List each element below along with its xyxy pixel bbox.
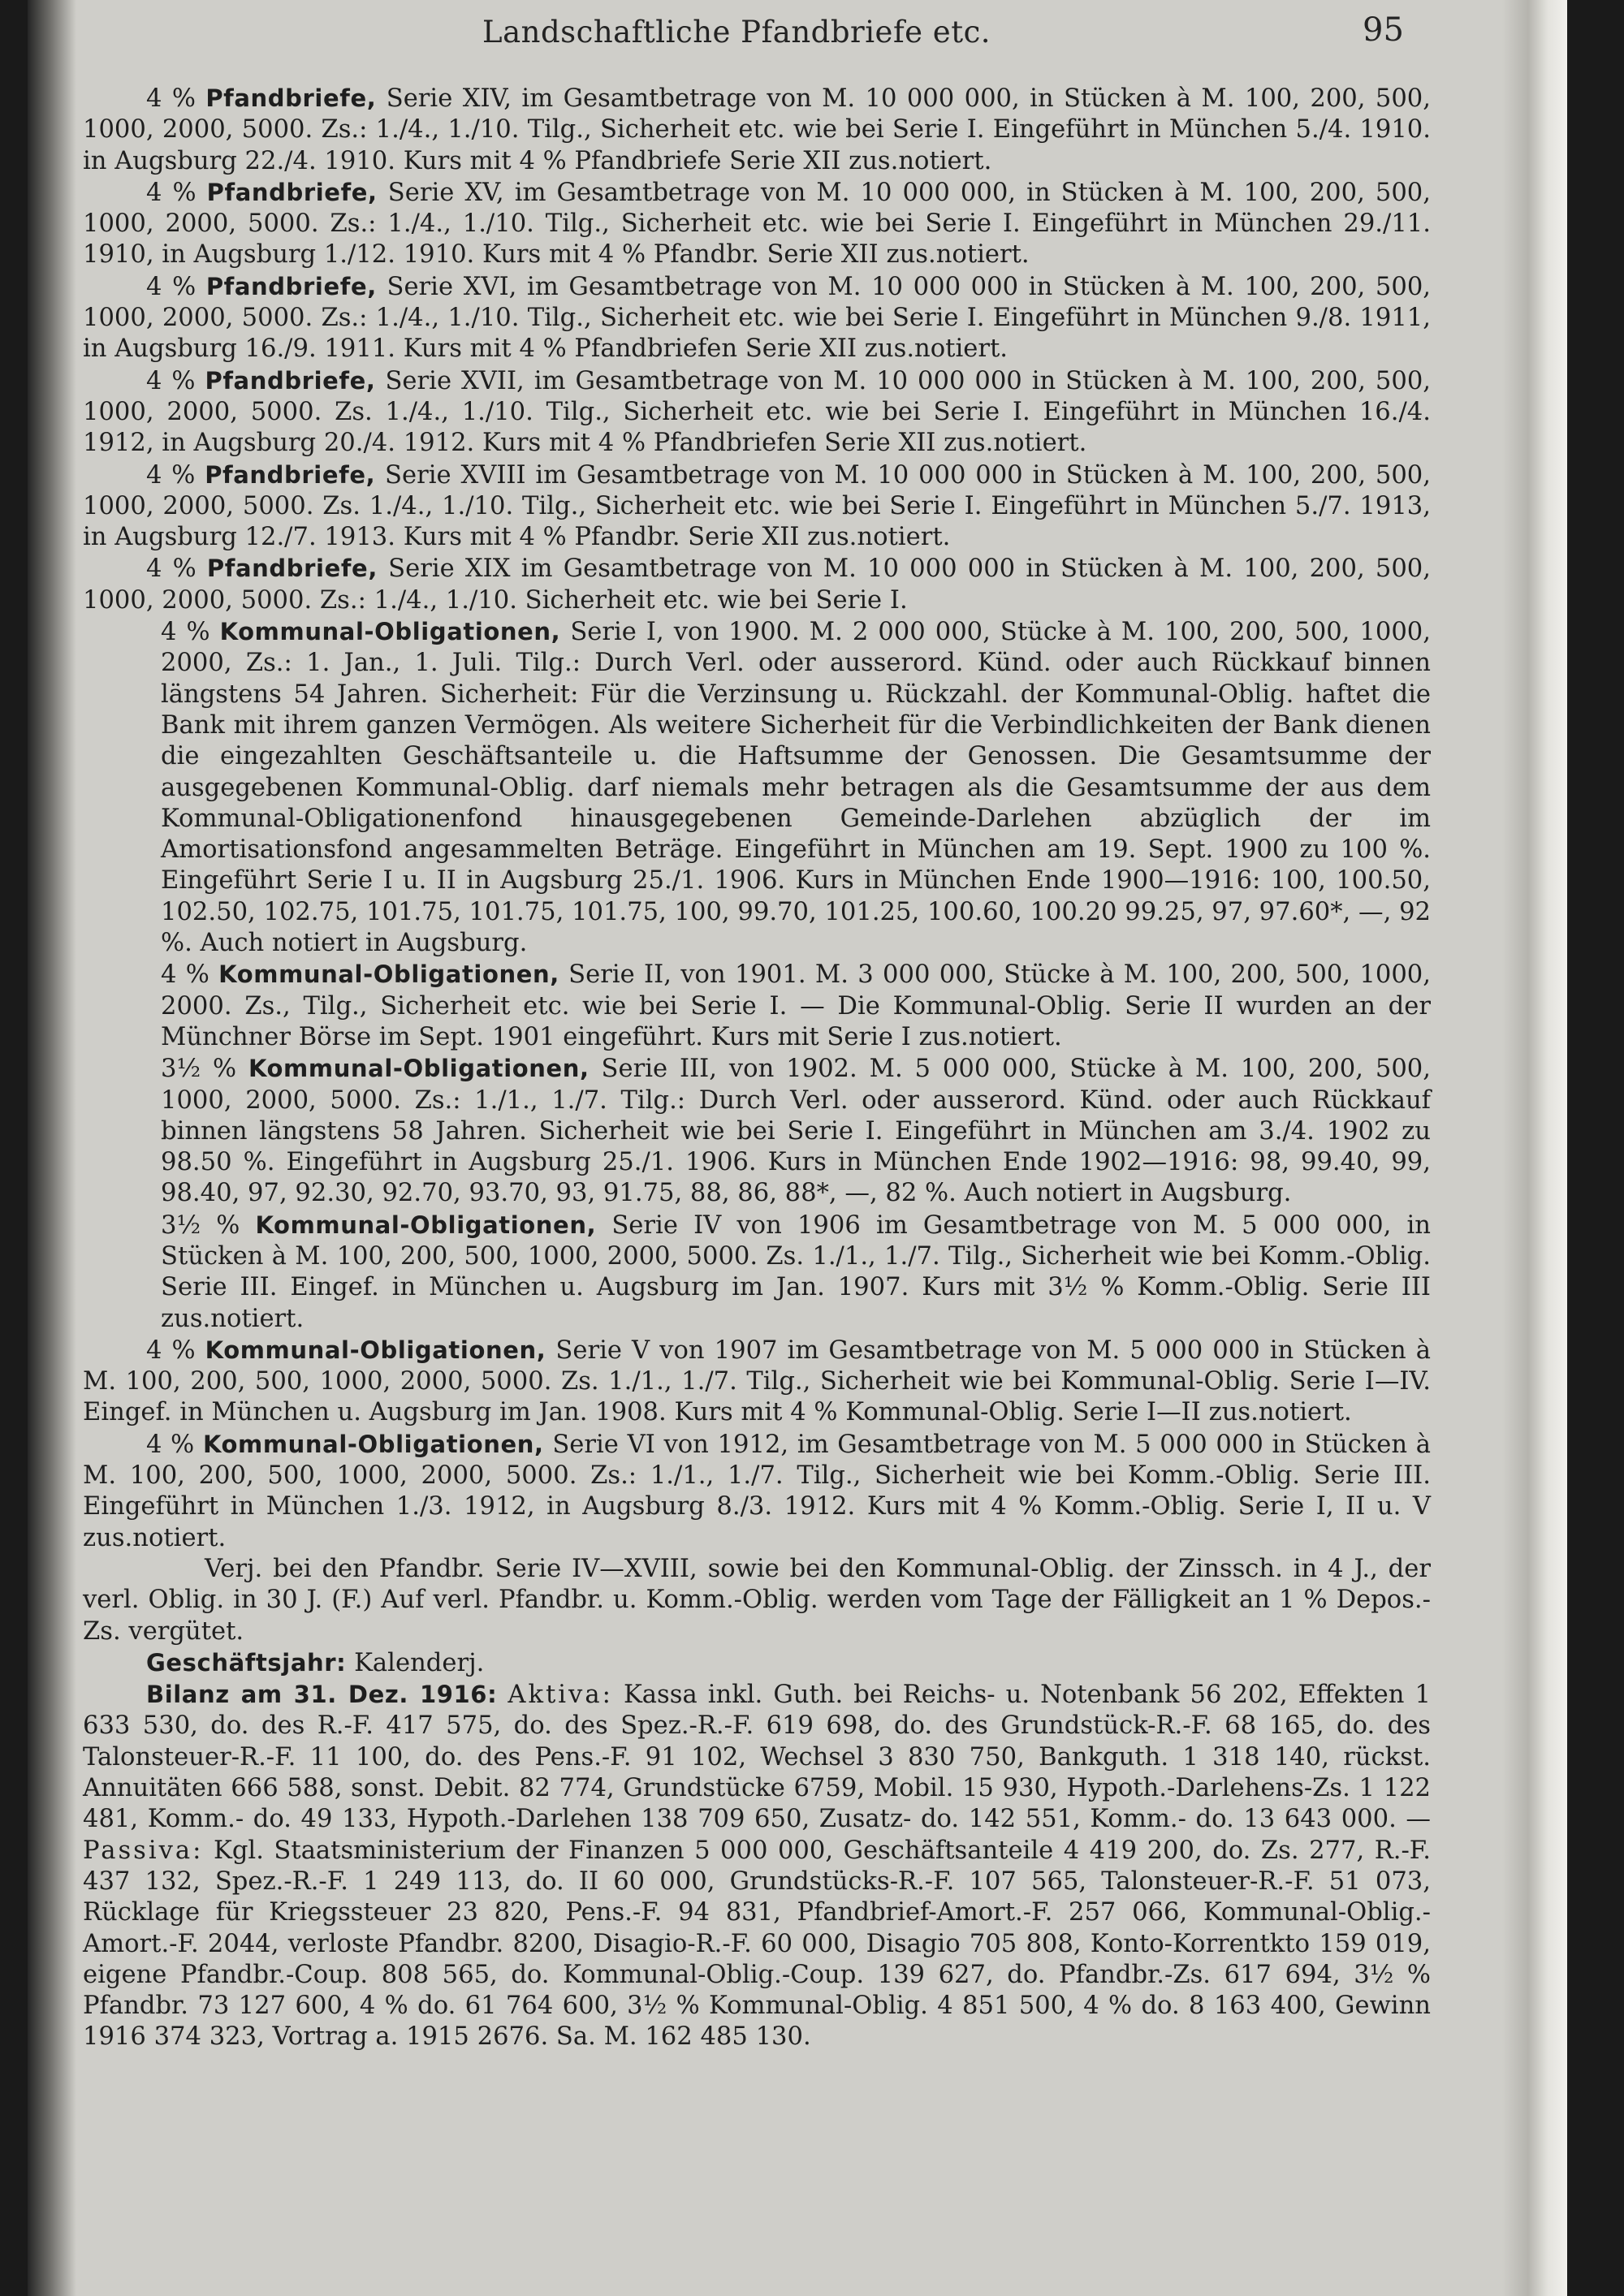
entry-prefix: 4 % <box>161 960 209 990</box>
entry-text: Serie XIV, im Gesamtbetrage von M. 10 000 000, in Stücken à M. 100, 200, 500, 1000, 2000, 5000. Zs.: 1./4., 1./10. Tilg., Sicherheit etc. wie bei Serie I. Eingeführt in München 5./4. 1910. in Augsburg 22./4. 1910. Kurs mit 4 % Pfandbriefe Serie XII zus.notiert. <box>83 84 1431 175</box>
book-page <box>28 0 1567 2296</box>
geschaeftsjahr-label: Geschäftsjahr: <box>146 1648 347 1677</box>
bilanz <box>83 1679 1431 2053</box>
entry-kommunal-iii <box>83 1053 1431 1209</box>
entry-pfandbriefe-xvii <box>83 365 1431 460</box>
entry-label: Pfandbriefe, <box>205 272 377 300</box>
entry-label: Kommunal-Obligationen, <box>255 1211 597 1239</box>
page-number: 95 <box>1363 11 1404 49</box>
entry-kommunal-i <box>83 616 1431 959</box>
entry-prefix: 4 % <box>146 555 197 584</box>
entry-label: Kommunal-Obligationen, <box>219 618 561 646</box>
entry-prefix: 4 % <box>146 460 196 490</box>
aktiva-label: Aktiva: <box>508 1681 613 1710</box>
binding-shadow <box>28 0 76 2296</box>
entry-text: Serie V von 1907 im Gesamtbetrage von M. 5 000 000 in Stücken à M. 100, 200, 500, 1000, 2000, 5000. Zs. 1./1., 1./7. Tilg., Sicherheit wie bei Kommunal-Oblig. Serie I—IV. Eingef. in München u. Augsburg im Jan. 1908. Kurs mit 4 % Kommunal-Oblig. Serie I—II zus.notiert. <box>83 1336 1432 1427</box>
entry-prefix: 4 % <box>146 272 197 301</box>
entry-text: Serie II, von 1901. M. 3 000 000, Stücke à M. 100, 200, 500, 1000, 2000. Zs., Tilg., Sicherheit etc. wie bei Serie I. — Die Kommunal-Oblig. Serie II wurden an der Münchner Börse im Sept. 1901 eingeführt. Kurs mit Serie I zus.notiert. <box>161 960 1431 1051</box>
entry-label: Pfandbriefe, <box>205 84 377 112</box>
entry-text: Serie VI von 1912, im Gesamtbetrage von M. 5 000 000 in Stücken à M. 100, 200, 500, 1000, 2000, 5000. Zs.: 1./1., 1./7. Tilg., Sicherheit wie bei Komm.-Oblig. Serie III. Eingeführt in München 1./3. 1912, in Augsburg 8./3. 1912. Kurs mit 4 % Komm.-Oblig. Serie I, II u. V zus.notiert. <box>83 1430 1432 1552</box>
entry-pfandbriefe-xv <box>83 177 1431 271</box>
entry-text: Serie IV von 1906 im Gesamtbetrage von M. 5 000 000, in Stücken à M. 100, 200, 500, 1000, 2000, 5000. Zs. 1./1., 1./7. Tilg., Sicherheit wie bei Komm.-Oblig. Serie III. Eingef. in München u. Augsburg im Jan. 1907. Kurs mit 3½ % Komm.-Oblig. Serie III zus.notiert. <box>161 1211 1432 1333</box>
entry-prefix: 4 % <box>146 1336 196 1365</box>
entry-kommunal-ii <box>83 959 1431 1053</box>
entry-prefix: 4 % <box>146 178 197 207</box>
entry-text: Serie XVI, im Gesamtbetrage von M. 10 000 000 in Stücken à M. 100, 200, 500, 1000, 2000, 5000. Zs.: 1./4., 1./10. Tilg., Sicherheit etc. wie bei Serie I. Eingeführt in München 9./8. 1911, in Augsburg 16./9. 1911. Kurs mit 4 % Pfandbriefen Serie XII zus.notiert. <box>83 272 1432 364</box>
entry-kommunal-iv <box>83 1210 1431 1335</box>
entry-label: Pfandbriefe, <box>206 555 378 583</box>
running-title: Landschaftliche Pfandbriefe etc. <box>482 15 991 50</box>
entry-label: Kommunal-Obligationen, <box>218 960 559 989</box>
passiva-text: Kgl. Staatsministerium der Finanzen 5 000 000, Geschäftsanteile 4 419 200, do. Zs. 277, R.-F. 437 132, Spez.-R.-F. 1 249 113, do. II 60 000, Grundstücks-R.-F. 107 565, Talonsteuer-R.-F. 51 073, Rücklage für Kriegssteuer 23 820, Pens.-F. 94 831, Pfandbrief-Amort.-F. 257 066, Kommunal-Oblig.-Amort.-F. 2044, verloste Pfandbr. 8200, Disagio-R.-F. 60 000, Disagio 705 808, Konto-Korrentkto 159 019, eigene Pfandbr.-Coup. 808 565, do. Kommunal-Oblig.-Coup. 139 627, do. Pfandbr.-Zs. 617 694, 3½ % Pfandbr. 73 127 600, 4 % do. 61 764 600, 3½ % Kommunal-Oblig. 4 851 500, 4 % do. 8 163 400, Gewinn 1916 374 323, Vortrag a. 1915 2676. Sa. M. 162 485 130. <box>83 1836 1431 2052</box>
entry-text: Serie I, von 1900. M. 2 000 000, Stücke à M. 100, 200, 500, 1000, 2000, Zs.: 1. Jan., 1. Juli. Tilg.: Durch Verl. oder ausserord. Künd. oder auch Rückkauf binnen längstens 54 Jahren. Sicherheit: Für die Verzinsung u. Rückzahl. der Kommunal-Oblig. haftet die Bank mit ihrem ganzen Vermögen. Als weitere Sicherheit für die Verbindlichkeiten der Bank dienen die eingezahlten Geschäftsanteile u. die Haftsumme der Genossen. Die Gesamtsumme der ausgegebenen Kommunal-Oblig. darf niemals mehr betragen als die Gesamtsumme der aus dem Kommunal-Obligationenfond hinausgegebenen Gemeinde-Darlehen abzüglich der im Amortisationsfond angesammelten Beträge. Eingeführt in München am 19. Sept. 1900 zu 100 %. Eingeführt Serie I u. II in Augsburg 25./1. 1906. Kurs in München Ende 1900—1916: 100, 100.50, 102.50, 102.75, 101.75, 101.75, 101.75, 100, 99.70, 101.25, 100.60, 100.20 99.25, 97, 97.60*, —, 92 %. Auch notiert in Augsburg. <box>161 618 1431 958</box>
entry-label: Pfandbriefe, <box>205 366 376 395</box>
verjaehrung-note: Verj. bei den Pfandbr. Serie IV—XVIII, sowie bei den Kommunal-Oblig. der Zinssch. in 4 J., der verl. Oblig. in 30 J. (F.) Auf verl. Pfandbr. u. Komm.-Oblig. werden vom Tage der Fälligkeit an 1 % Depos.-Zs. vergütet. <box>83 1554 1431 1646</box>
passiva-label: Passiva: <box>83 1836 204 1865</box>
entry-text: Serie XVIII im Gesamtbetrage von M. 10 000 000 in Stücken à M. 100, 200, 500, 1000, 2000, 5000. Zs. 1./4., 1./10. Tilg., Sicherheit etc. wie bei Serie I. Eingeführt in München 5./7. 1913, in Augsburg 12./7. 1913. Kurs mit 4 % Pfandbr. Serie XII zus.notiert. <box>83 460 1431 552</box>
entry-label: Pfandbriefe, <box>205 460 376 489</box>
entry-kommunal-v <box>83 1335 1431 1429</box>
body-text <box>83 83 1431 2053</box>
entry-label: Kommunal-Obligationen, <box>202 1430 544 1458</box>
entry-pfandbriefe-xvi <box>83 271 1431 365</box>
entry-text: Serie XV, im Gesamtbetrage von M. 10 000 000, in Stücken à M. 100, 200, 500, 1000, 2000, 5000. Zs.: 1./4., 1./10. Tilg., Sicherheit etc. wie bei Serie I. Eingeführt in München 29./11. 1910, in Augsburg 1./12. 1910. Kurs mit 4 % Pfandbr. Serie XII zus.notiert. <box>83 178 1431 270</box>
geschaeftsjahr-text: Kalenderj. <box>354 1648 485 1677</box>
entry-prefix: 4 % <box>146 366 196 395</box>
entry-prefix: 3½ % <box>161 1055 237 1084</box>
entry-text: Serie XVII, im Gesamtbetrage von M. 10 000 000 in Stücken à M. 100, 200, 500, 1000, 2000, 5000. Zs. 1./4., 1./10. Tilg., Sicherheit etc. wie bei Serie I. Eingeführt in München 16./4. 1912, in Augsburg 20./4. 1912. Kurs mit 4 % Pfandbriefen Serie XII zus.notiert. <box>83 366 1432 458</box>
entry-kommunal-vi <box>83 1429 1431 1554</box>
entry-text: Serie XIX im Gesamtbetrage von M. 10 000 000 in Stücken à M. 100, 200, 500, 1000, 2000, 5000. Zs.: 1./4., 1./10. Sicherheit etc. wie bei Serie I. <box>83 555 1431 615</box>
entry-prefix: 3½ % <box>161 1211 240 1240</box>
entry-pfandbriefe-xiv <box>83 83 1431 177</box>
entry-text: Serie III, von 1902. M. 5 000 000, Stücke à M. 100, 200, 500, 1000, 2000, 5000. Zs.: 1./1., 1./7. Tilg.: Durch Verl. oder ausserord. Künd. oder auch Rückkauf binnen längstens 58 Jahren. Sicherheit wie bei Serie I. Eingeführt in München am 3./4. 1902 zu 98.50 %. Eingeführt in Augsburg 25./1. 1906. Kurs in München Ende 1902—1916: 98, 99.40, 99, 98.40, 97, 92.30, 92.70, 93.70, 93, 91.75, 88, 86, 88*, —, 82 %. Auch notiert in Augsburg. <box>161 1055 1431 1208</box>
entry-prefix: 4 % <box>146 1430 195 1459</box>
geschaeftsjahr <box>83 1647 1431 1679</box>
entry-label: Kommunal-Obligationen, <box>248 1055 590 1083</box>
page-edge <box>1502 0 1567 2296</box>
entry-prefix: 4 % <box>146 84 196 113</box>
entry-pfandbriefe-xviii <box>83 460 1431 554</box>
entry-pfandbriefe-xix <box>83 553 1431 616</box>
entry-label: Pfandbriefe, <box>206 178 378 206</box>
bilanz-label: Bilanz am 31. Dez. 1916: <box>146 1681 498 1709</box>
entry-label: Kommunal-Obligationen, <box>205 1336 546 1364</box>
aktiva-text: Kassa inkl. Guth. bei Reichs- u. Notenbank 56 202, Effekten 1 633 530, do. des R.-F. 417 575, do. des Spez.-R.-F. 619 698, do. des Grundstück-R.-F. 68 165, do. des Talonsteuer-R.-F. 11 100, do. des Pens.-F. 91 102, Wechsel 3 830 750, Bankguth. 1 318 140, rückst. Annuitäten 666 588, sonst. Debit. 82 774, Grundstücke 6759, Mobil. 15 930, Hypoth.-Darlehens-Zs. 1 122 481, Komm.- do. 49 133, Hypoth.-Darlehen 138 709 650, Zusatz- do. 142 551, Komm.- do. 13 643 000. — <box>83 1681 1431 1834</box>
entry-prefix: 4 % <box>161 618 210 647</box>
